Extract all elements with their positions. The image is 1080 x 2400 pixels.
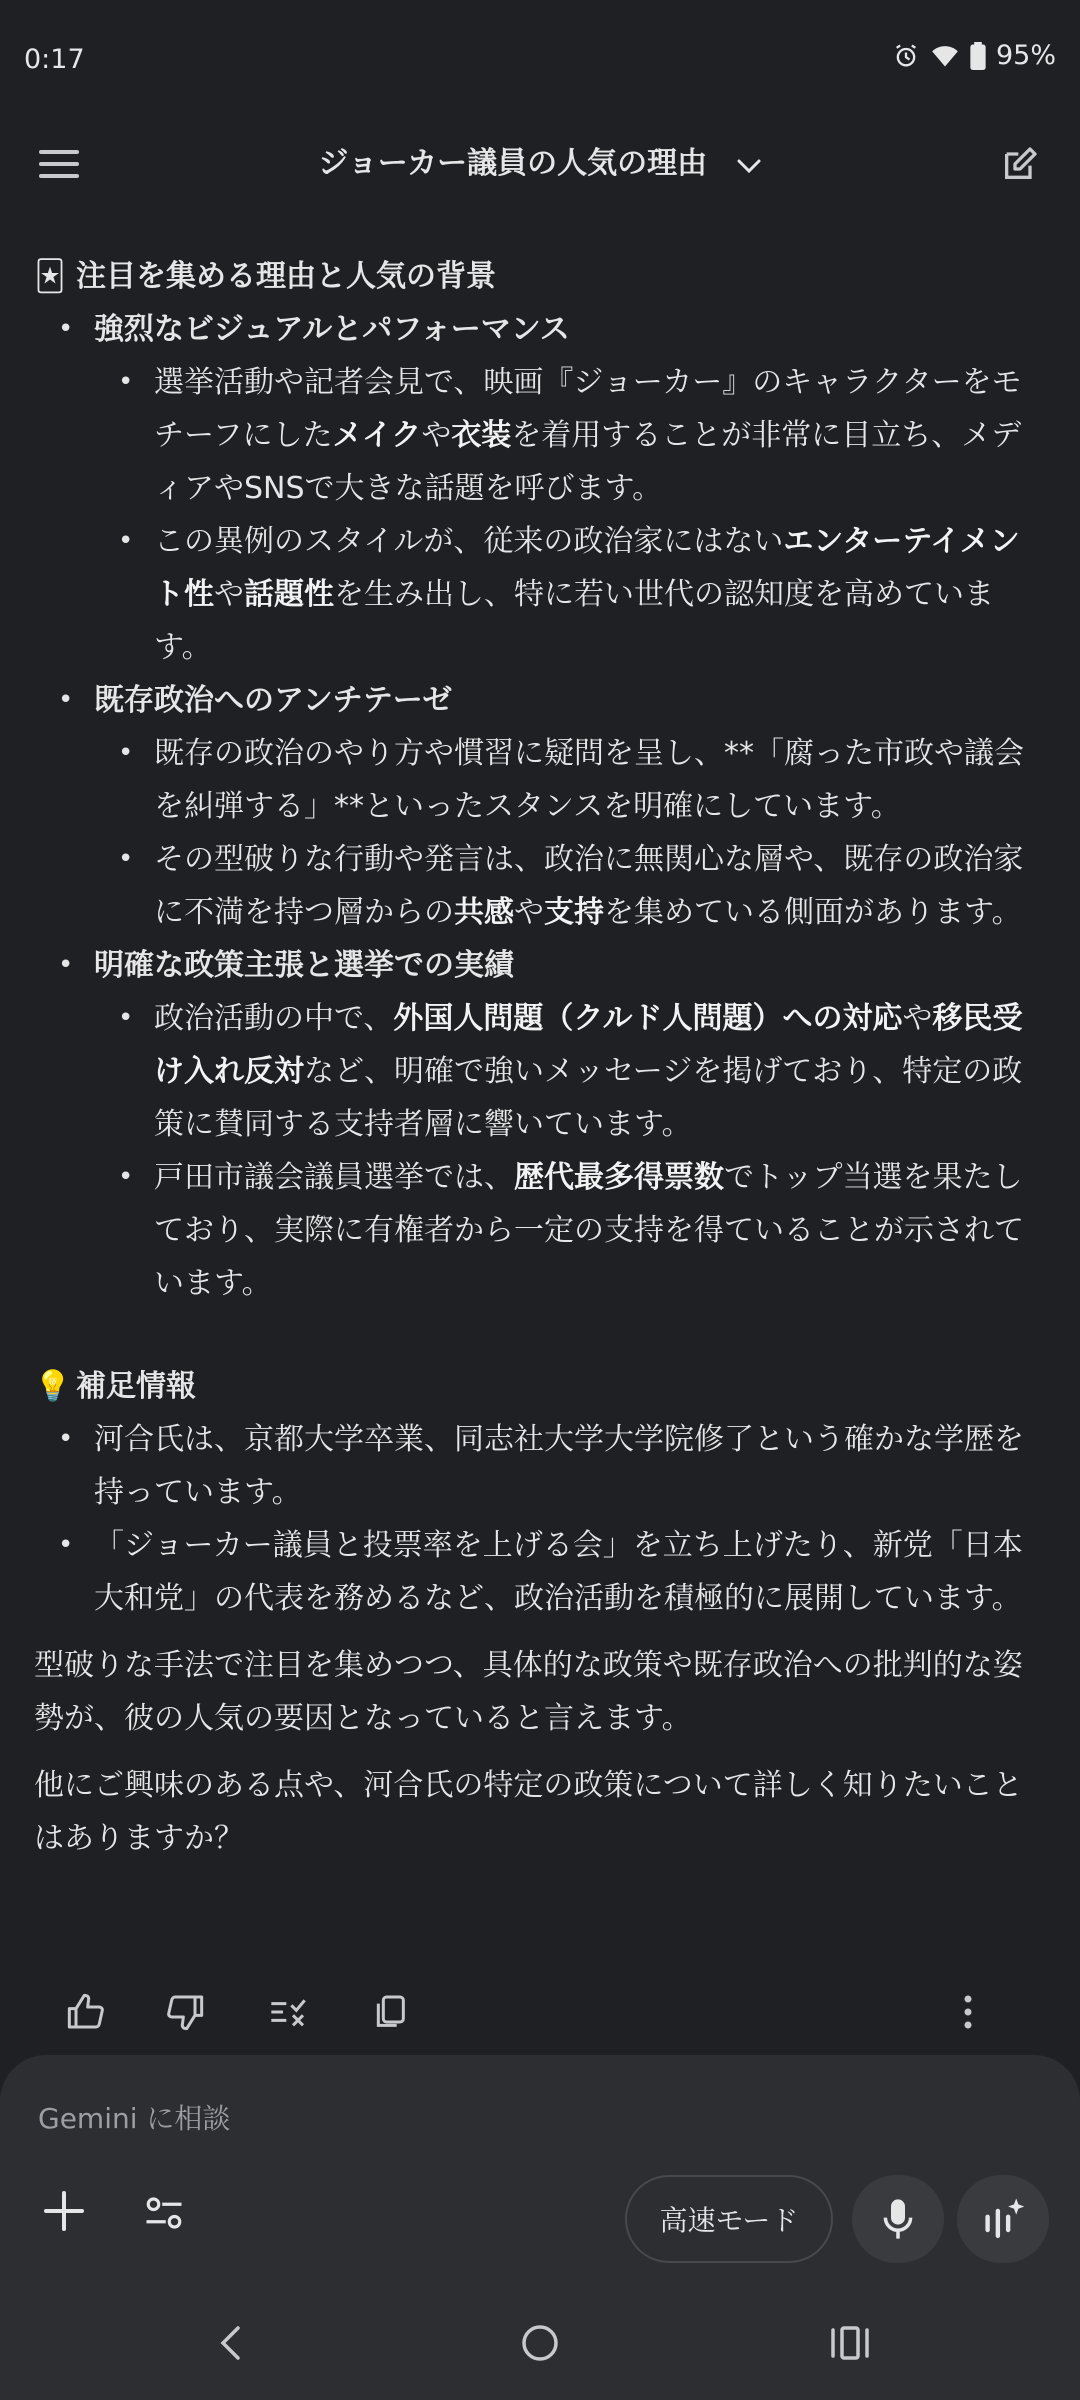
prompt-input[interactable]: Gemini に相談 <box>38 2102 231 2135</box>
double-check-icon <box>268 1992 308 2032</box>
nav-recents-button[interactable] <box>820 2313 880 2373</box>
status-bar <box>0 0 1080 120</box>
list-item: • 「ジョーカー議員と投票率を上げる会」を立ち上げたり、新党「日本大和党」の代表を務めるなど、政治活動を積極的に展開しています。 <box>34 1519 1024 1625</box>
conversation-title: ジョーカー議員の人気の理由 <box>318 146 708 181</box>
add-attachment-button[interactable] <box>36 2183 92 2239</box>
section-heading: 💡 補足情報 <box>34 1360 1024 1413</box>
plus-icon <box>44 2191 84 2231</box>
home-circle-icon <box>520 2323 560 2363</box>
list-item: • 政治活動の中で、外国人問題（クルド人問題）への対応や移民受け入れ反対など、明確で強いメッセージを掲げており、特定の政策に賛同する支持者層に響いています。 <box>94 992 1024 1151</box>
response-content <box>34 250 1024 1865</box>
nav-home-button[interactable] <box>510 2313 570 2373</box>
status-time: 0:17 <box>24 44 85 75</box>
double-check-button[interactable] <box>260 1984 316 2040</box>
nav-back-button[interactable] <box>200 2313 260 2373</box>
copy-button[interactable] <box>362 1984 418 2040</box>
battery-percent: 95% <box>995 40 1056 71</box>
live-button[interactable] <box>957 2175 1049 2263</box>
list-item: • 選挙活動や記者会見で、映画『ジョーカー』のキャラクターをモチーフにしたメイクや衣装を着用することが非常に目立ち、メディアやSNSで大きな話題を呼びます。 <box>94 356 1024 515</box>
battery-icon <box>970 42 986 70</box>
microphone-button[interactable] <box>852 2175 944 2263</box>
lightbulb-icon: 💡 <box>34 1369 72 1404</box>
back-icon <box>218 2325 242 2361</box>
tools-button[interactable] <box>136 2185 192 2241</box>
microphone-icon <box>881 2198 915 2240</box>
followup-paragraph: 他にご興味のある点や、河合氏の特定の政策について詳しく知りたいことはありますか？ <box>34 1768 1023 1856</box>
list-item: • 戸田市議会議員選挙では、歴代最多得票数でトップ当選を果たしており、実際に有権者から一定の支持を得ていることが示されています。 <box>94 1151 1024 1310</box>
list-item: • この異例のスタイルが、従来の政治家にはないエンターテイメント性や話題性を生み出し、特に若い世代の認知度を高めています。 <box>94 515 1024 674</box>
list-item: • 強烈なビジュアルとパフォーマンス • 選挙活動や記者会見で、映画『ジョーカー』のキャラクターをモチーフにしたメイクや衣装を着用することが非常に目立ち、メディアやSNSで大きな話題を呼びます。 • この異例のスタイルが、従来の政治家にはないエンターテイメント性や話題性を生み出し、特に若い世代の認知度を高めています。 <box>34 303 1024 674</box>
more-options-button[interactable] <box>940 1984 996 2040</box>
summary-paragraph: 型破りな手法で注目を集めつつ、具体的な政策や既存政治への批判的な姿勢が、彼の人気の要因となっていると言えます。 <box>34 1648 1023 1736</box>
list-item: • その型破りな行動や発言は、政治に無関心な層や、既存の政治家に不満を持つ層からの共感や支持を集めている側面があります。 <box>94 833 1024 939</box>
live-sparkle-icon <box>981 2197 1025 2241</box>
thumbs-up-button[interactable] <box>58 1984 114 2040</box>
system-nav-bar <box>0 2295 1080 2400</box>
thumbs-down-icon <box>165 1992 205 2032</box>
new-chat-button[interactable] <box>994 138 1046 190</box>
top-app-bar <box>0 120 1080 208</box>
joker-card-icon: 🃏 <box>34 259 66 294</box>
more-vert-icon <box>962 1994 974 2030</box>
bullet-list <box>34 1413 1024 1625</box>
list-item: • 明確な政策主張と選挙での実績 • 政治活動の中で、外国人問題（クルド人問題）への対応や移民受け入れ反対など、明確で強いメッセージを掲げており、特定の政策に賛同する支持者層に響いています。 • 戸田市議会議員選挙では、歴代最多得票数でトップ当選を果たしており、実際に有権者から一定の支持を得ていることが示されています。 <box>34 939 1024 1310</box>
bullet-list <box>34 303 1024 1310</box>
mode-selector-button[interactable]: 高速モード <box>625 2175 833 2263</box>
recents-icon <box>830 2326 870 2360</box>
conversation-title-dropdown[interactable] <box>0 138 1080 182</box>
tune-icon <box>143 2192 185 2234</box>
status-icons <box>892 40 1056 71</box>
thumbs-up-icon <box>66 1992 106 2032</box>
list-item: • 既存政治へのアンチテーゼ • 既存の政治のやり方や慣習に疑問を呈し、**「腐った市政や議会を糾弾する」**といったスタンスを明確にしています。 • その型破りな行動や発言は、政治に無関心な層や、既存の政治家に不満を持つ層からの共感や支持を集めている側面があります。 <box>34 674 1024 939</box>
response-actions <box>0 1978 1080 2044</box>
wifi-icon <box>930 42 960 70</box>
alarm-icon <box>892 42 920 70</box>
list-item: • 既存の政治のやり方や慣習に疑問を呈し、**「腐った市政や議会を糾弾する」**といったスタンスを明確にしています。 <box>94 727 1024 833</box>
edit-icon <box>1000 144 1040 184</box>
chevron-down-icon <box>736 147 762 182</box>
section-heading: 🃏 注目を集める理由と人気の背景 <box>34 250 1024 303</box>
copy-icon <box>370 1992 410 2032</box>
thumbs-down-button[interactable] <box>157 1984 213 2040</box>
list-item: • 河合氏は、京都大学卒業、同志社大学大学院修了という確かな学歴を持っています。 <box>34 1413 1024 1519</box>
